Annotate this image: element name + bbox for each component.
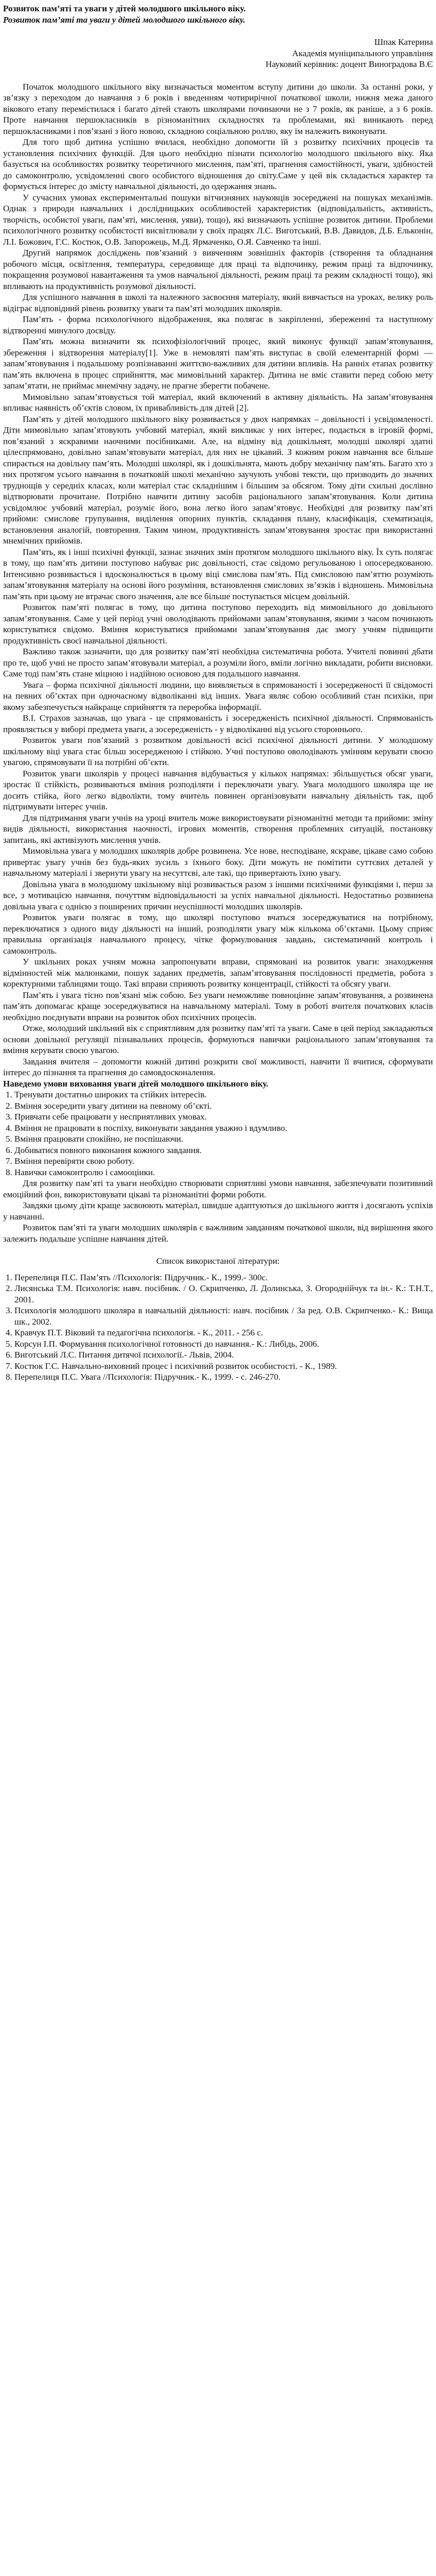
- recommendations-title: Наведемо умови виховання уваги дітей молодшого шкільного віку.: [3, 1078, 269, 1089]
- literature-title: Список використаної літератури:: [156, 1256, 280, 1266]
- document-title-italic: Розвиток пам’яті та уваги у дітей молодшого шкільного віку.: [3, 14, 246, 25]
- body-paragraph: Завдання вчителя – допомогти кожній дитині розкрити свої можливості, навчити її вчитися, сформувати інтерес до пізнання та прагнення до самовдосконалення.: [3, 1056, 433, 1077]
- body-paragraph: Для успішного навчання в школі та належного засвоєння матеріалу, який вивчається на уроках, велику роль відіграє відповідний рівень розвитку уваги та пам’яті молодших школярів.: [3, 292, 433, 313]
- body-paragraph: Мимовільно запам’ятовується той матеріал, який включений в активну діяльність. На запам’ятовування впливає наявність об’єктів словом, їх привабливість для дітей [2].: [3, 392, 433, 413]
- closing-section: [3, 1178, 433, 1244]
- document-title: Розвиток пам’яті та уваги у дітей молодшого шкільного віку.: [3, 4, 246, 13]
- recommendation-item: 3. Привчати себе працювати у несприятливих умовах.: [14, 1111, 433, 1123]
- literature-item: 3. Психологія молодшого школяра в навчальній діяльності: навч. посібник / За ред. О.В. Скрипченко.- К.: Вища шк., 2002.: [14, 1305, 433, 1327]
- body-paragraph: Пам’ять можна визначити як психофізіологічний процес, який виконує функції запам’ятовування, збереження і відтворення матеріалу[1]. Уже в немовляті пам’ять виступає в своїй елементарній формі — запам’ятовування і подальшому розпізнаванні життєво-важливих для дитини впливів. На ранніх етапах розвитку пам’ять включена в процес сприйняття, має мимовільний характер. Дитина не вміє ставити перед собою мету запам’ятати, не приймає мнемічну задачу, не прагне зберегти побачене.: [3, 336, 433, 391]
- body-paragraph: Пам’ять - форма психологічного відображення, яка полягає в закріпленні, збереженні та наступному відтворенні минулого досвіду.: [3, 314, 433, 335]
- literature-item: 1. Перепелиця П.С. Пам’ять //Психологія: Підручник.- К., 1999.- 300с.: [14, 1272, 433, 1283]
- closing-paragraph: Для розвитку пам’яті та уваги необхідно створювати сприятливі умови навчання, забезпечувати позитивний емоційний фон, використовувати цікаві та різноманітні форми роботи.: [3, 1178, 433, 1199]
- body-paragraph: Розвиток уваги пов’язаний з розвитком довільності всієї психічної діяльності дитини. У молодшому шкільному віці увага стає більш зосередженою і стійкою. Учні поступово оволодівають умінням керувати своєю увагою, спрямовувати її на потрібні об’єкти.: [3, 735, 433, 767]
- literature-item: 7. Костюк Г.С. Навчально-виховний процес і психічний розвиток особистості. - К., 1989.: [14, 1361, 433, 1372]
- literature-item: 6. Виготський Л.С. Питання дитячої психології.- Львів, 2004.: [14, 1349, 433, 1361]
- body-paragraph: У шкільних роках учням можна запропонувати вправи, спрямовані на розвиток уваги: знаходження відмінностей між малюнками, пошук заданих предметів, запам’ятовування послідовності предметів, робота з коректурними таблицями тощо. Такі вправи сприяють розвитку концентрації, стійкості та обсягу уваги.: [3, 957, 433, 989]
- body-paragraph: Початок молодшого шкільного віку визначається моментом вступу дитини до школи. За останні роки, у зв’язку з переходом до навчання з 6 років і введенням чотирирічної початкової школи, нижня межа даного вікового етапу перемістилася і багато дітей стають школярами починаючи не з 7 років, як раніше, а з 6 років. Проте навчання першокласників в різноманітних складностях та проблемами, які виникають перед першокласниками і пов’язані з його новою, складною соціальною роллю, яку їм належить виконувати.: [3, 81, 433, 136]
- document-body: [3, 81, 433, 1078]
- body-paragraph: Отже, молодший шкільний вік є сприятливим для розвитку пам’яті та уваги. Саме в цей період закладаються основи довільної регуляції пізнавальних процесів, формуються навички раціонального запам’ятовування та вміння керувати своєю увагою.: [3, 1023, 433, 1055]
- literature-list: [3, 1272, 433, 1383]
- body-paragraph: Мимовільна увага у молодших школярів добре розвинена. Усе нове, несподіване, яскраве, цікаве само собою привертає увагу учнів без будь-яких зусиль з їхнього боку. Діти можуть не помітити суттєвих деталей у навчальному матеріалі і звернути увагу на несуттєві, але такі, що привертають їхню увагу.: [3, 846, 433, 878]
- body-paragraph: Пам’ять і увага тісно пов’язані між собою. Без уваги неможливе повноцінне запам’ятовування, а розвинена пам’ять допомагає краще зосереджуватися на навчальному матеріалі. Тому в роботі вчителя початкових класів необхідно поєднувати вправи на розвиток обох психічних процесів.: [3, 990, 433, 1022]
- literature-item: 2. Лисянська Т.М. Психологія: навч. посібник. / О. Скрипченко, Л. Долинська, З. Огороднійчук та ін.- К.: Т.Н.Т., 2001.: [14, 1283, 433, 1305]
- author-supervisor: Науковий керівник: доцент Виноградова В.Є: [265, 59, 433, 69]
- recommendation-item: 8. Навички самоконтролю і самооцінки.: [14, 1167, 433, 1178]
- recommendation-item: 1. Тренувати достатньо широких та стійких інтересів.: [14, 1089, 433, 1100]
- author-name: Шпак Катерина: [374, 37, 433, 47]
- recommendation-item: 2. Вміння зосередити увагу дитини на певному об’єкті.: [14, 1100, 433, 1112]
- body-paragraph: Розвиток пам’яті полягає в тому, що дитина поступово переходить від мимовільного до довільного запам’ятовування. Саме у цей період учні оволодівають прийомами запам’ятовування, якими з часом починають користуватися свідомо. Вміння користуватися прийомами запам’ятовування дає змогу учням підвищити продуктивність своєї навчальної діяльності.: [3, 602, 433, 646]
- body-paragraph: Довільна увага в молодшому шкільному віці розвивається разом з іншими психічними функціями і, перш за все, з мотивацією навчання, почуттям відповідальності за успіх навчальної діяльності. Недостатньо розвинена довільна увага є однією з поширених причин неуспішності молодших школярів.: [3, 879, 433, 911]
- body-paragraph: Розвиток уваги школярів у процесі навчання відбувається у кількох напрямах: збільшується обсяг уваги, зростає її стійкість, розвиваються вміння розподіляти і переключати увагу. Увага молодшого школяра ще не досить стійка, його легко відволікти, тому вчитель повинен організовувати навчальну діяльність так, щоб підтримувати інтерес учнів.: [3, 768, 433, 811]
- body-paragraph: Пам’ять, як і інші психічні функції, зазнає значних змін протягом молодшого шкільного віку. Їх суть полягає в тому, що пам’ять дитини поступово набуває рис довільності, стає свідомо регульованою і опосередкованою. Інтенсивно розвивається і вдосконалюється в цьому віці смислова пам’ять. Під смисловою пам’яттю розуміють запам’ятовування матеріалу на основі його розуміння, встановлення смислових зв’язків і відношень. Мимовільна пам’ять при цьому не втрачає свого значення, але все більше поступається місцем довільній.: [3, 547, 433, 601]
- closing-paragraph: Розвиток пам’яті та уваги молодших школярів є важливим завданням початкової школи, від вирішення якого залежить подальше успішне навчання дітей.: [3, 1223, 433, 1244]
- body-paragraph: Другий напрямок досліджень пов’язаний з вивченням зовнішніх факторів (створення та обладнання робочого місця, освітлення, температура, середовище для праці та відпочинку, режим праці та відпочинку, покращення розумової навантаження та умов навчальної діяльності, режим праці та режим складності тощо), які впливають на продуктивність розумової діяльності.: [3, 248, 433, 291]
- body-paragraph: Розвиток уваги полягає в тому, що школярі поступово вчаться зосереджуватися на потрібному, переключатися з одного виду діяльності на інший, розподіляти увагу між кількома об’єктами. Цьому сприяє правильна організація навчального процесу, чітке формулювання завдань, систематичний контроль і самоконтроль.: [3, 912, 433, 956]
- body-paragraph: Пам’ять у дітей молодшого шкільного віку розвивається у двох напрямках – довільності і усвідомленості. Діти мимовільно запам’ятовують учбовий матеріал, який викликає у них інтерес, подається в ігровій формі, пов’язаний з яскравими наочними посібниками. Але, на відміну від дошкільнят, молодші школярі здатні цілеспрямовано, довільно запам’ятовувати матеріал, для них не цікавий. З кожним роком навчання все більше спирається на довільну пам’ять. Молодші школярі, як і дошкільнята, мають добру механічну пам’ять. Багато хто з них протягом усього навчання в початковій школі механічно заучують учбові тексти, що призводить до значних труднощів у середніх класах, коли матеріал стає складнішим і більшим за обсягом. Тому діти схильні дослівно відтворювати прочитане. Потрібно навчити дитину засобів раціонального запам’ятовування. Коли дитина усвідомлює учбовий матеріал, розуміє його, вона легко його запам’ятовує. Необхідні для розвитку пам’яті прийоми: смислове групування, виділення опорних пунктів, складання плану, класифікація, схематизація, встановлення аналогій, повторення. Таким чином, продуктивність запам’ятовування зростає при використанні мнемічних прийомів.: [3, 414, 433, 546]
- closing-paragraph: Завдяки цьому діти краще засвоюють матеріал, швидше адаптуються до шкільного життя і досягають успіхів у навчанні.: [3, 1200, 433, 1222]
- recommendation-item: 5. Вміння працювати спокійно, не поспішаючи.: [14, 1133, 433, 1145]
- body-paragraph: У сучасних умовах експериментальні пошуки вітчизняних науковців зосереджені на пошуках механізмів. Однак з природи навчальних і дослідницьких особливостей характеристик (відповідальність, активність, творчість, особистої уваги, пам’яті, мислення, уяви), тощо), які визначають успішне розвиток дитини. Проблеми психологічного розвитку особистості висвітлювали у своїх працях Л.С. Виготський, В.В. Давидов, Д.Б. Ельконін, Л.І. Божович, Г.С. Костюк, О.В. Запорожець, М.Д. Ярмаченко, О.Я. Савченко та інші.: [3, 192, 433, 247]
- body-paragraph: В.І. Страхов зазначав, що увага - це спрямованість і зосередженість психічної діяльності. Спрямованість проявляється у виборі предмета уваги, а зосередженість - у відволіканні від усього стороннього.: [3, 713, 433, 734]
- recommendation-item: 4. Вміння не працювати в поспіху, виконувати завдання уважно і вдумливо.: [14, 1123, 433, 1134]
- recommendations-list: [3, 1089, 433, 1178]
- literature-item: 4. Кравчук П.Т. Віковий та педагогічна психологія. - К., 2011. - 256 с.: [14, 1327, 433, 1338]
- body-paragraph: Для підтримання уваги учнів на уроці вчитель може використовувати різноманітні методи та прийоми: зміну видів діяльності, використання наочності, ігрових моментів, створення проблемних ситуацій, постановку запитань, які активізують мислення учнів.: [3, 812, 433, 845]
- body-paragraph: Важливо також зазначити, що для розвитку пам’яті необхідна систематична робота. Учителі повинні дбати про те, щоб учні не просто запам’ятовували матеріал, а розуміли його, вміли логічно викладати, робити висновки. Саме тоді пам’ять стане міцною і надійною основою для подальшого навчання.: [3, 647, 433, 679]
- recommendation-item: 7. Вміння перевіряти свою роботу.: [14, 1156, 433, 1167]
- literature-item: 8. Перепелиця П.С. Увага //Психологія: Підручник.- К., 1999. - с. 246-270.: [14, 1371, 433, 1383]
- body-paragraph: Увага – форма психічної діяльності людини, що виявляється в спрямованості і зосередженості її свідомості на певних об’єктах при одночасному відволіканні від інших. Увага являє собою особливий стан психіки, при якому забезпечується найкраще сприйняття та переробка інформації.: [3, 680, 433, 712]
- body-paragraph: Для того щоб дитина успішно вчилася, необхідно допомогти їй з розвитку психічних процесів та установлення психічних функцій. Для цього необхідно пізнати психологію молодшого шкільного віку. Яка базується на особливостях розвитку теоретичного мислення, пам’яті, прагнення самостійності, уваги, здібностей до самоконтролю, усвідомленні свого особистого відношення до світу.Саме у цей вік складається характер та формується інтерес до змісту навчальної діяльності, до одержання знань.: [3, 137, 433, 191]
- recommendation-item: 6. Добиватися повного виконання кожного завдання.: [14, 1145, 433, 1156]
- author-affiliation: Академія муніципального управління: [292, 48, 433, 58]
- literature-item: 5. Корсун І.П. Формування психологічної готовності до навчання.- К.: Либідь, 2006.: [14, 1338, 433, 1350]
